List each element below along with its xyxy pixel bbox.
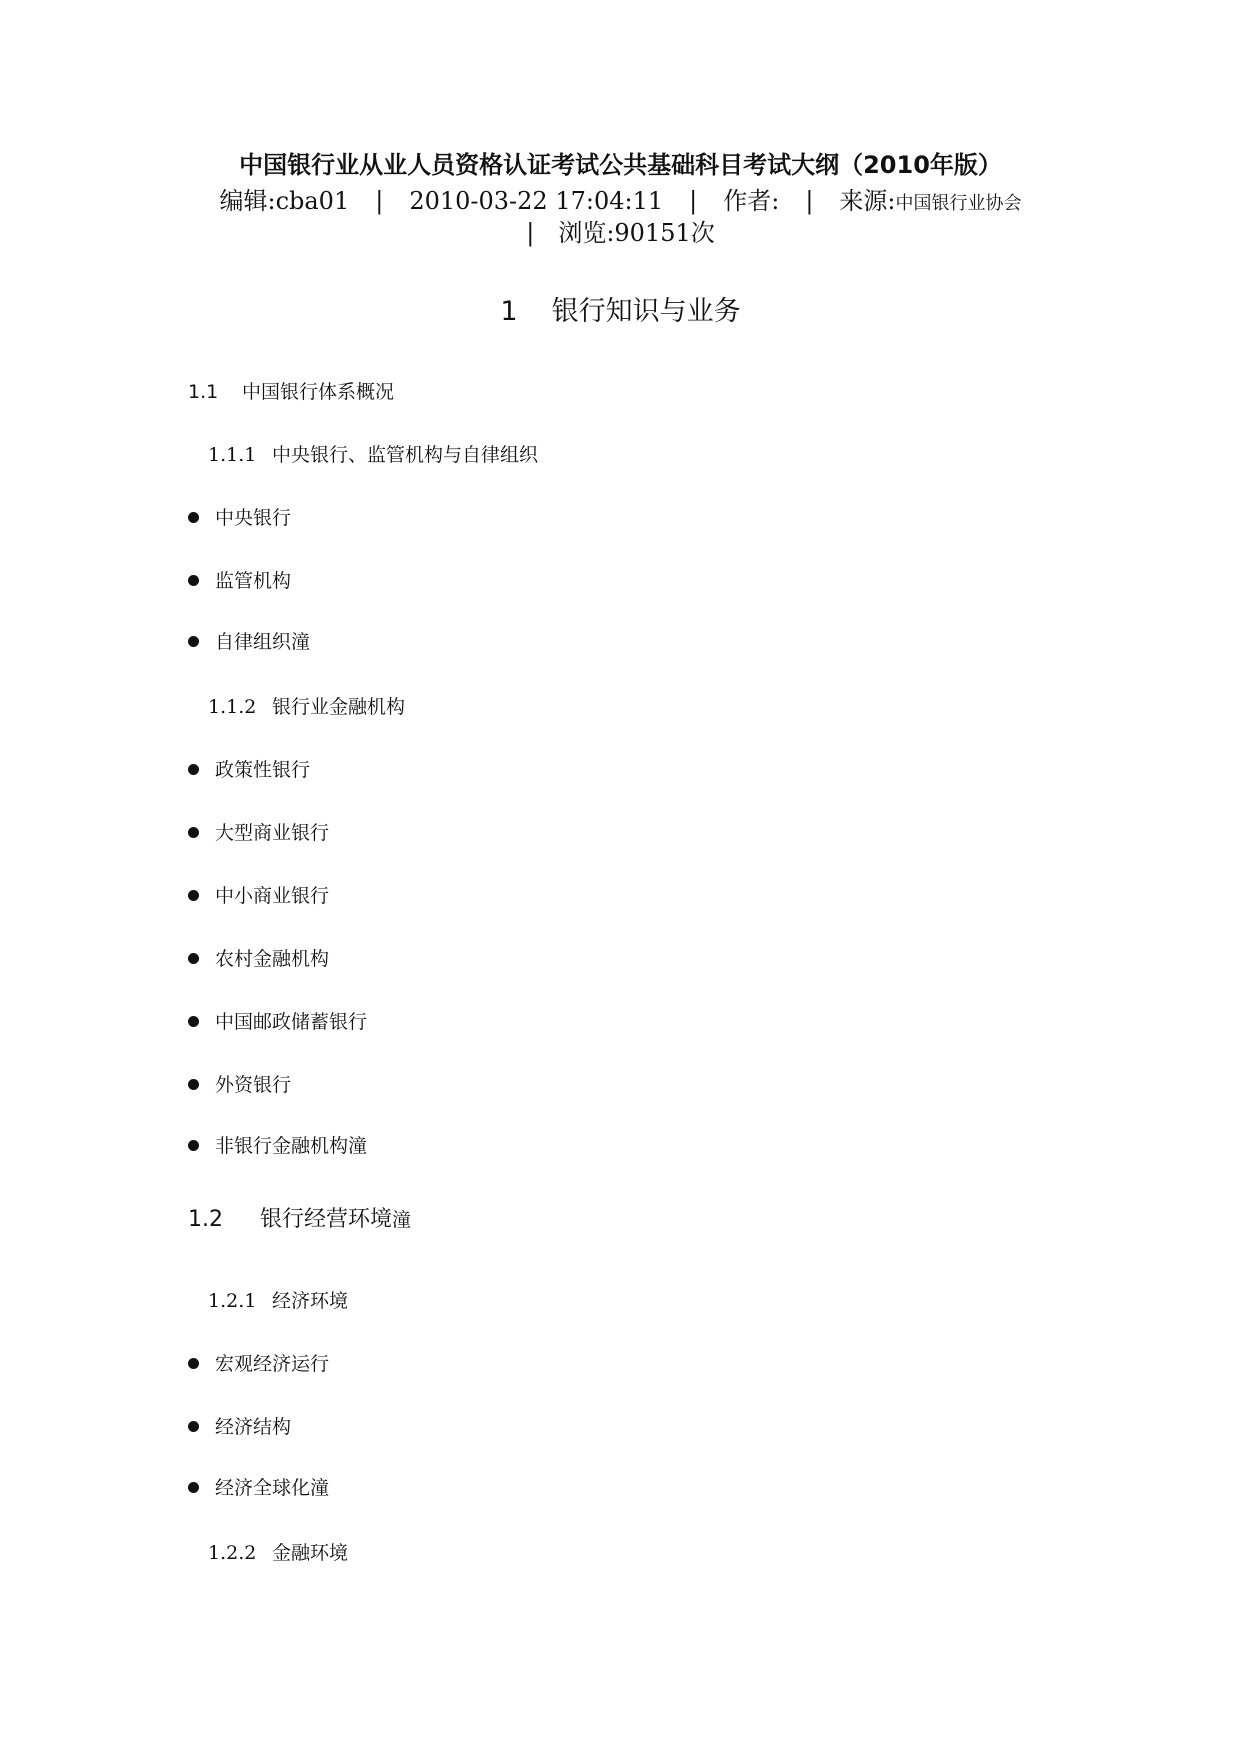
chapter-title: 银行知识与业务 bbox=[551, 296, 741, 327]
subsection-number: 1.2.2 bbox=[208, 1542, 257, 1564]
bullet-icon bbox=[188, 1482, 199, 1493]
section-title: 中国银行体系概况 bbox=[242, 381, 395, 403]
bullet-icon bbox=[188, 764, 199, 775]
subsection-number: 1.1.1 bbox=[208, 444, 257, 466]
list-item: 经济全球化潼 bbox=[188, 1474, 329, 1502]
bullet-icon bbox=[188, 1421, 199, 1432]
chapter-number: 1 bbox=[500, 296, 518, 327]
stray-char: 潼 bbox=[348, 1135, 368, 1157]
bullet-icon bbox=[188, 512, 199, 523]
bullet-icon bbox=[188, 1358, 199, 1369]
list-item: 经济结构 bbox=[188, 1413, 291, 1441]
subsection-number: 1.2.1 bbox=[208, 1290, 257, 1312]
bullet-icon bbox=[188, 575, 199, 586]
subsection-heading bbox=[208, 1539, 348, 1567]
list-item: 非银行金融机构潼 bbox=[188, 1132, 367, 1160]
subsection-title: 金融环境 bbox=[272, 1542, 349, 1564]
list-item: 监管机构 bbox=[188, 567, 291, 595]
meta-source-value: 中国银行业协会 bbox=[895, 193, 1022, 214]
list-item: 外资银行 bbox=[188, 1071, 291, 1099]
list-item: 中国邮政储蓄银行 bbox=[188, 1008, 367, 1036]
list-item: 政策性银行 bbox=[188, 756, 310, 784]
chapter-heading bbox=[0, 292, 1241, 332]
bullet-icon bbox=[188, 1079, 199, 1090]
subsection-title: 经济环境 bbox=[272, 1290, 349, 1312]
list-item: 自律组织潼 bbox=[188, 628, 310, 656]
bullet-icon bbox=[188, 953, 199, 964]
list-item: 中小商业银行 bbox=[188, 882, 329, 910]
subsection-number: 1.1.2 bbox=[208, 696, 257, 718]
section-heading bbox=[188, 378, 394, 406]
stray-char: 潼 bbox=[291, 631, 311, 653]
bullet-icon bbox=[188, 1140, 199, 1151]
bullet-icon bbox=[188, 890, 199, 901]
meta-views-line bbox=[0, 216, 1241, 250]
meta-views: 浏览:90151次 bbox=[558, 219, 715, 247]
stray-char: 潼 bbox=[310, 1477, 330, 1499]
document-title: 中国银行业从业人员资格认证考试公共基础科目考试大纲（2010年版） bbox=[239, 151, 1002, 179]
stray-char: 潼 bbox=[392, 1209, 412, 1231]
list-item: 大型商业银行 bbox=[188, 819, 329, 847]
list-item: 中央银行 bbox=[188, 504, 291, 532]
meta-separator: | bbox=[526, 219, 535, 247]
meta-source-label: 来源: bbox=[839, 187, 896, 215]
section-title: 银行经营环境 bbox=[260, 1207, 393, 1232]
section-number: 1.2 bbox=[188, 1207, 223, 1232]
meta-separator: | bbox=[805, 187, 814, 215]
bullet-icon bbox=[188, 636, 199, 647]
subsection-heading bbox=[208, 441, 538, 469]
meta-datetime: 2010-03-22 17:04:11 bbox=[409, 187, 664, 215]
subsection-title: 中央银行、监管机构与自律组织 bbox=[272, 444, 539, 466]
meta-separator: | bbox=[689, 187, 698, 215]
subsection-heading bbox=[208, 1287, 348, 1315]
meta-separator: | bbox=[375, 187, 384, 215]
section-heading bbox=[188, 1206, 411, 1234]
list-item: 农村金融机构 bbox=[188, 945, 329, 973]
section-number: 1.1 bbox=[188, 381, 219, 403]
subsection-title: 银行业金融机构 bbox=[272, 696, 406, 718]
meta-editor: 编辑:cba01 bbox=[219, 187, 350, 215]
list-item: 宏观经济运行 bbox=[188, 1350, 329, 1378]
meta-author: 作者: bbox=[723, 187, 780, 215]
subsection-heading bbox=[208, 693, 405, 721]
bullet-icon bbox=[188, 1016, 199, 1027]
bullet-icon bbox=[188, 827, 199, 838]
